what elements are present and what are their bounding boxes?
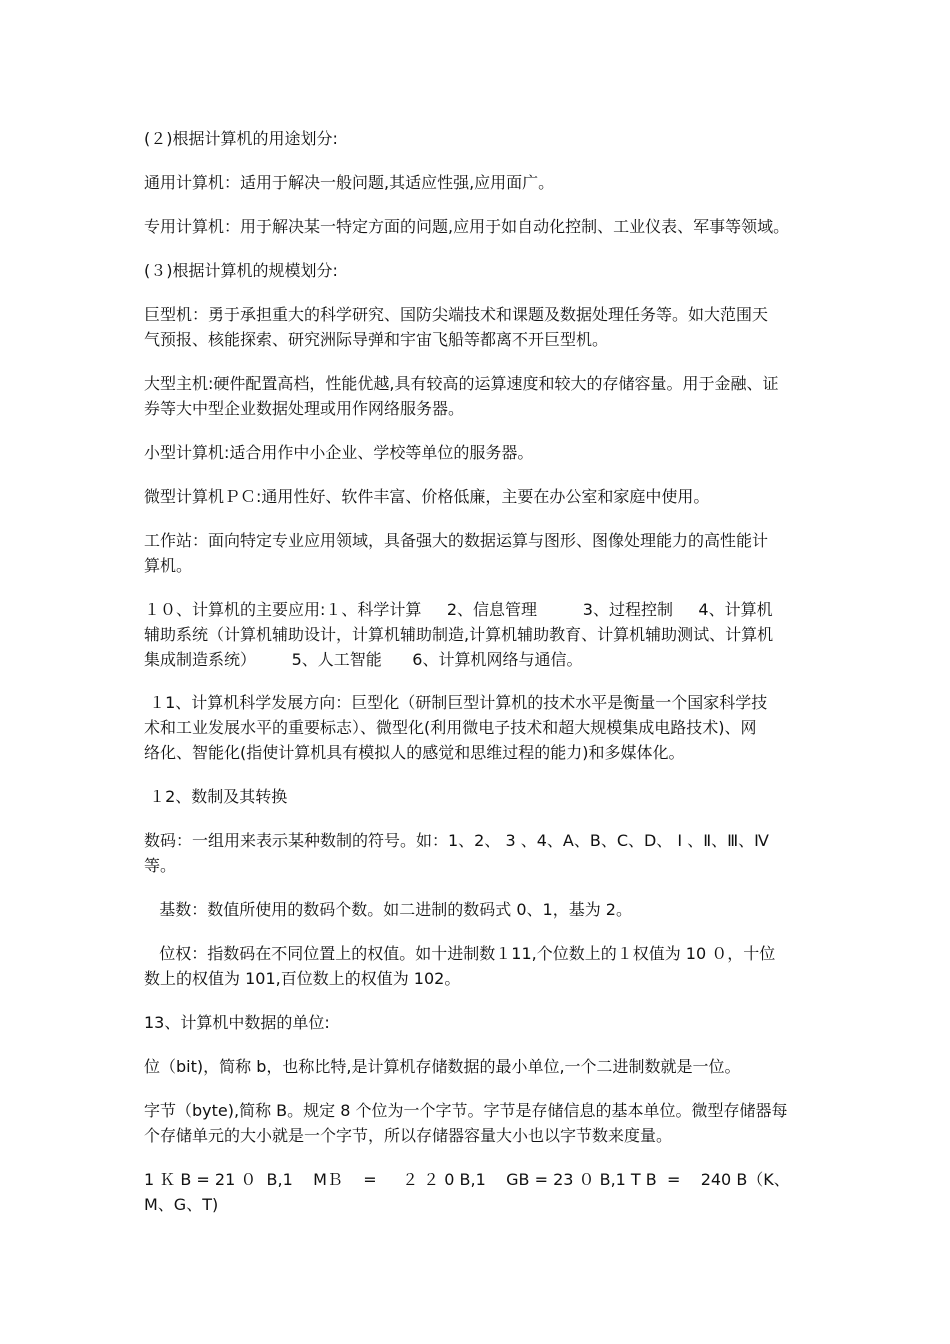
paragraph-special-computer: 专用计算机：用于解决某一特定方面的问题,应用于如自动化控制、工业仪表、军事等领域。 [144, 217, 790, 236]
paragraph-supercomputer: 巨型机：勇于承担重大的科学研究、国防尖端技术和课题及数据处理任务等。如大范围天 气预报、核能探索、研究洲际导弹和宇宙飞船等都离不开巨型机。 [144, 305, 769, 349]
paragraph-unit-conversions: 1 Ｋ B = 21 ０ B,1 MＢ = ２ ２ 0 B,1 GB = 23 ０ B,1 T B = 240 B（K、 M、G、T) [144, 1170, 790, 1214]
paragraph-radix: 基数：数值所使用的数码个数。如二进制的数码式 0、1，基为 2。 [144, 900, 632, 919]
paragraph-main-applications: １０、计算机的主要应用:１、科学计算 2、信息管理 3、过程控制 4、计算机 辅助系统（计算机辅助设计，计算机辅助制造,计算机辅助教育、计算机辅助测试、计算机 集成制造系统） 5、人工智能 6、计算机网络与通信。 [144, 600, 774, 669]
heading-number-systems: １2、数制及其转换 [144, 787, 288, 806]
paragraph-general-computer: 通用计算机：适用于解决一般问题,其适应性强,应用面广。 [144, 173, 555, 192]
paragraph-byte: 字节（byte),简称 B。规定 8 个位为一个字节。字节是存储信息的基本单位。微型存储器每 个存储单元的大小就是一个字节，所以存储器容量大小也以字节数来度量。 [144, 1101, 788, 1145]
paragraph-development-directions: １1、计算机科学发展方向：巨型化（研制巨型计算机的技术水平是衡量一个国家科学技 术和工业发展水平的重要标志）、微型化(利用微电子技术和超大规模集成电路技术)、网 络化、智能化(指使计算机具有模拟人的感觉和思维过程的能力)和多媒体化。 [144, 693, 768, 762]
paragraph-microcomputer: 微型计算机ＰＣ:通用性好、软件丰富、价格低廉，主要在办公室和家庭中使用。 [144, 487, 710, 506]
paragraph-positional-weight: 位权：指数码在不同位置上的权值。如十进制数１11,个位数上的１权值为 10 ０，十位 数上的权值为 101,百位数上的权值为 102。 [144, 944, 776, 988]
paragraph-minicomputer: 小型计算机:适合用作中小企业、学校等单位的服务器。 [144, 443, 534, 462]
heading-usage-classification: (２)根据计算机的用途划分: [144, 129, 338, 148]
heading-scale-classification: (３)根据计算机的规模划分: [144, 261, 338, 280]
paragraph-workstation: 工作站：面向特定专业应用领域，具备强大的数据运算与图形、图像处理能力的高性能计 算机。 [144, 531, 769, 575]
heading-data-units: 13、计算机中数据的单位: [144, 1013, 330, 1032]
paragraph-bit: 位（bit)，简称 b，也称比特,是计算机存储数据的最小单位,一个二进制数就是一位。 [144, 1057, 741, 1076]
paragraph-mainframe: 大型主机:硬件配置高档，性能优越,具有较高的运算速度和较大的存储容量。用于金融、证 券等大中型企业数据处理或用作网络服务器。 [144, 374, 779, 418]
paragraph-digits: 数码：一组用来表示某种数制的符号。如：1、2、 3 、4、A、B、C、D、 Ⅰ 、Ⅱ、Ⅲ、Ⅳ 等。 [144, 831, 769, 875]
